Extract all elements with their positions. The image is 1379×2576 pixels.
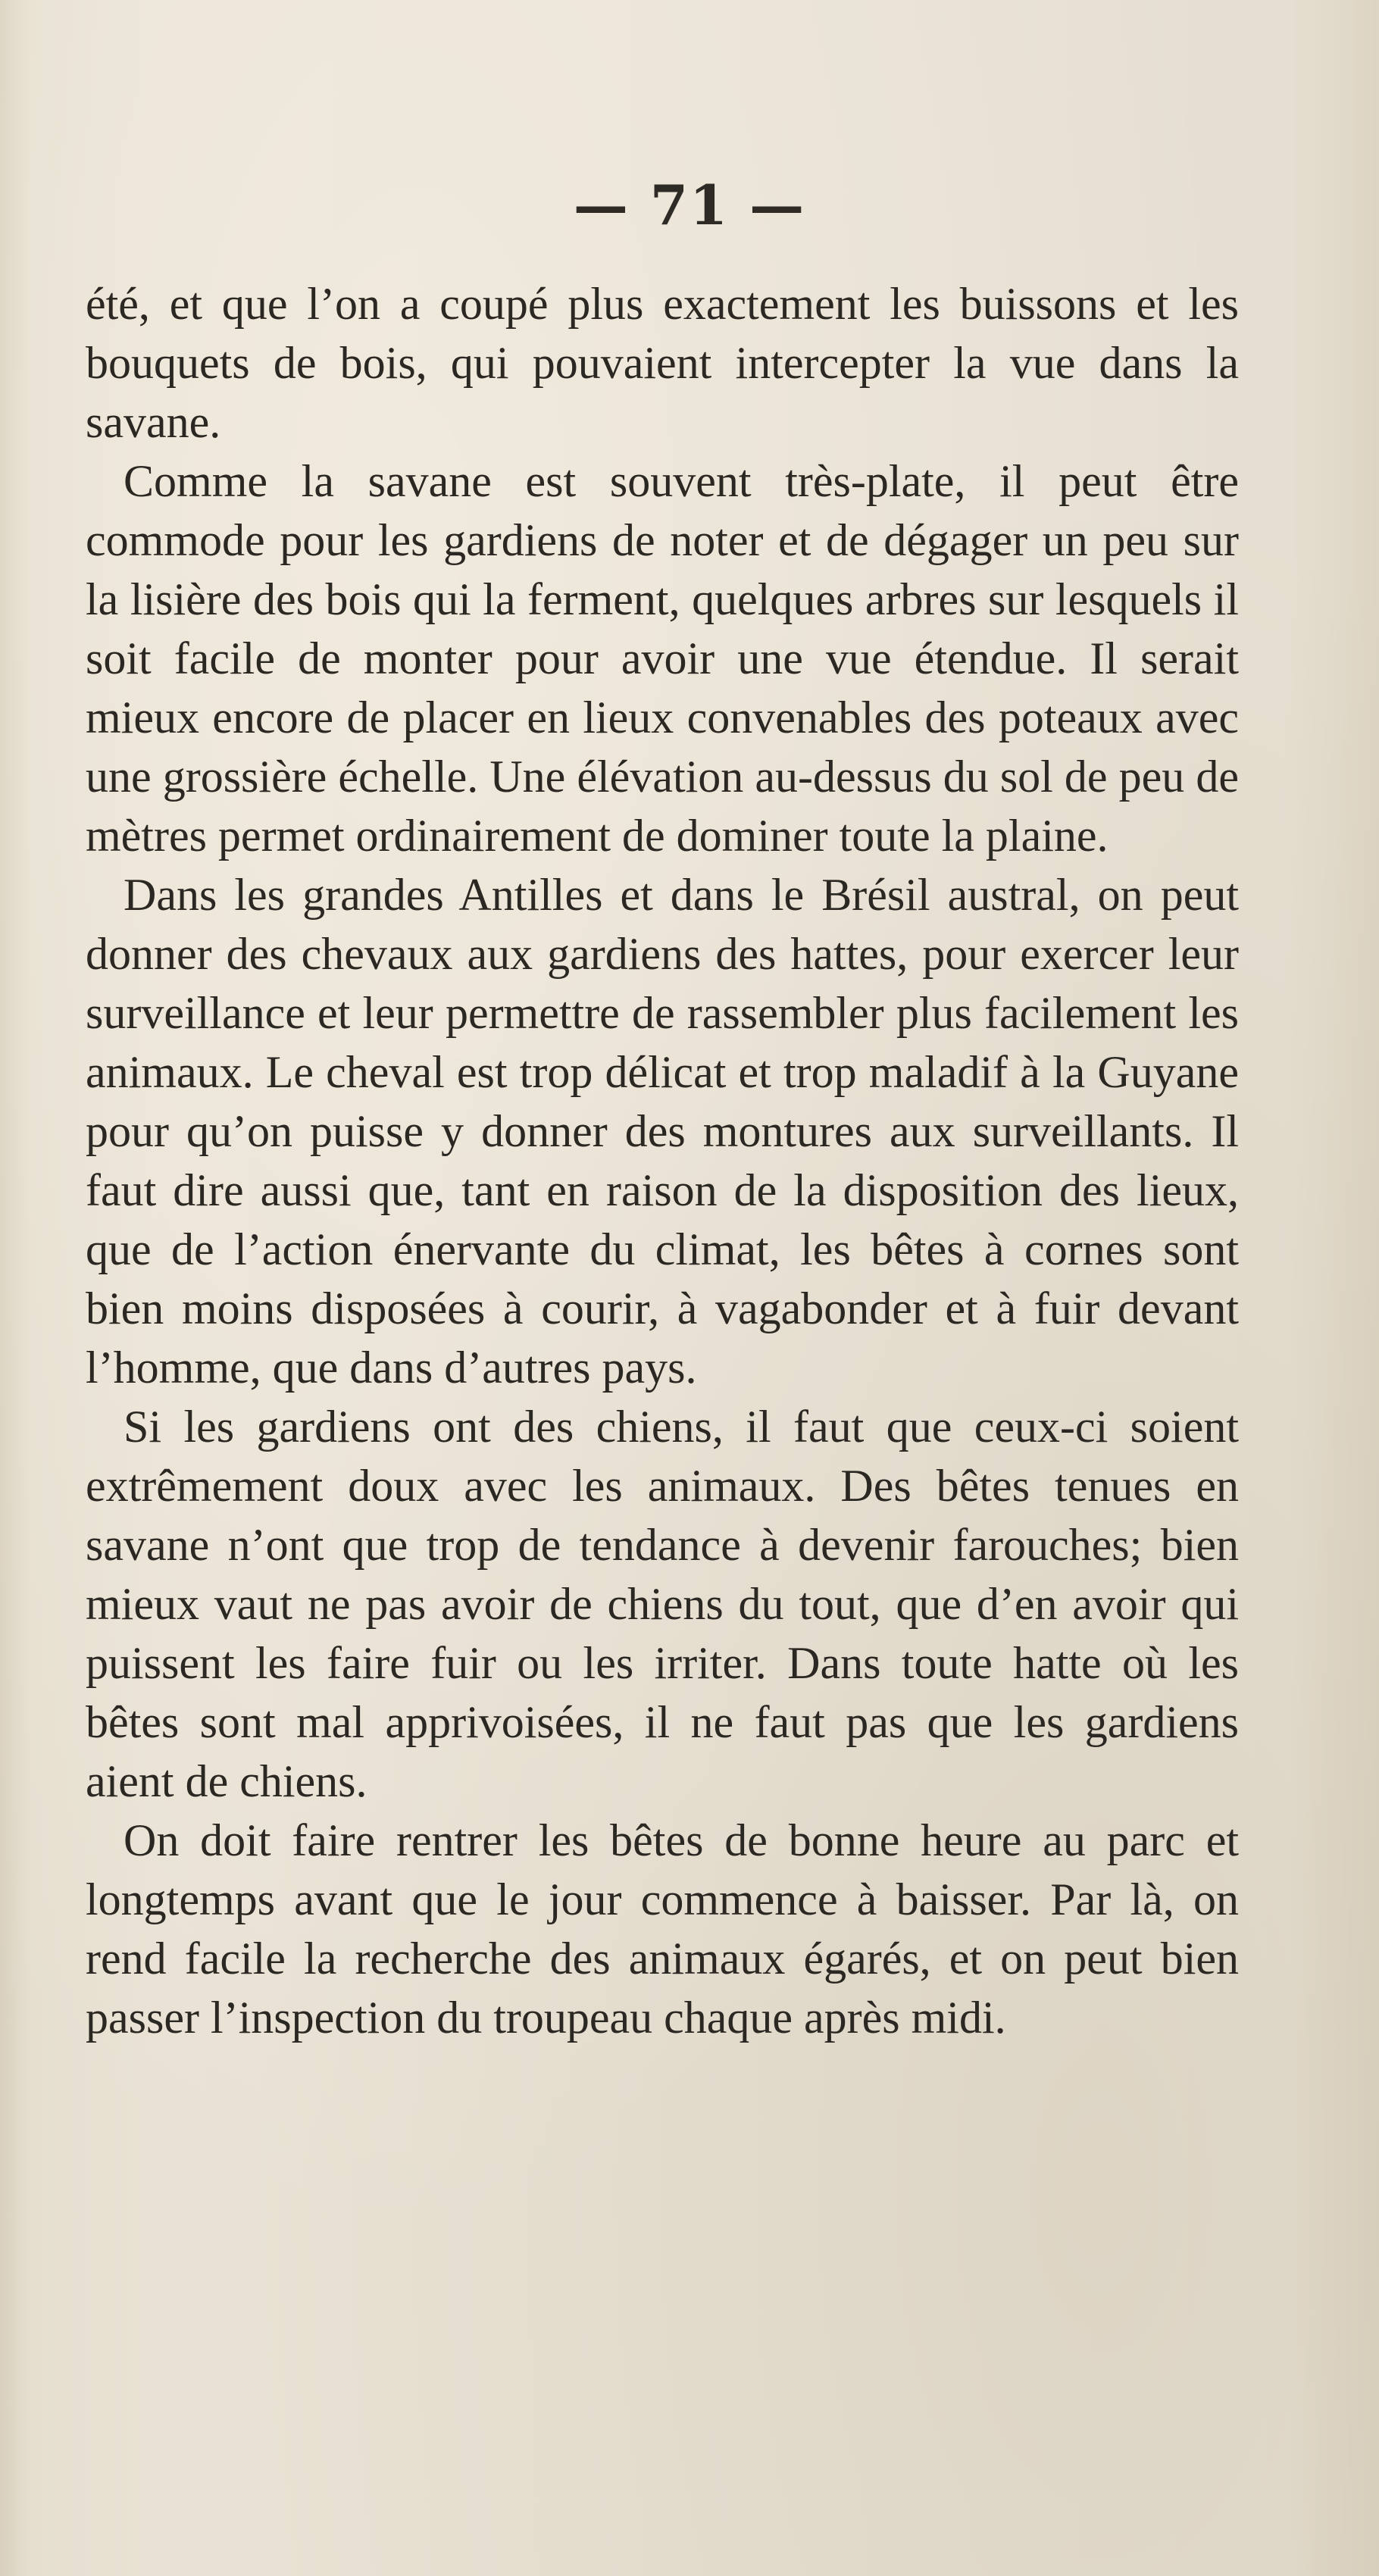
paragraph-continuation: été, et que l’on a coupé plus exactement les buissons et les bouquets de bois, qui pouvaient intercepter la vue dans la savane.	[86, 279, 1239, 447]
paragraph-dogs: Si les gardiens ont des chiens, il faut que ceux-ci soient extrêmement doux avec les animaux. Des bêtes tenues en savane n’ont que trop de tendance à devenir farouches; bien mieux vaut ne pas avoir de chiens du tout, que d’en avoir qui puissent les faire fuir ou les irriter. Dans toute hatte où les bêtes sont mal apprivoisées, il ne faut pas que les gardiens aient de chiens.	[86, 1402, 1239, 1806]
body-text	[86, 274, 1239, 2047]
page-number: — 71 —	[573, 173, 806, 237]
paragraph-savane-lookout: Comme la savane est souvent très-plate, il peut être commode pour les gardiens de noter et de dégager un peu sur la lisière des bois qui la ferment, quelques arbres sur lesquels il soit facile de monter pour avoir une vue étendue. Il serait mieux encore de placer en lieux convenables des poteaux avec une grossière échelle. Une élévation au-dessus du sol de peu de mètres permet ordinairement de dominer toute la plaine.	[86, 456, 1239, 861]
paragraph-horses: Dans les grandes Antilles et dans le Brésil austral, on peut donner des chevaux aux gardiens des hattes, pour exercer leur surveillance et leur permettre de rassembler plus facilement les animaux. Le cheval est trop délicat et trop maladif à la Guyane pour qu’on puisse y donner des montures aux surveillants. Il faut dire aussi que, tant en raison de la disposition des lieux, que de l’action énervante du climat, les bêtes à cornes sont bien moins disposées à courir, à vagabonder et à fuir devant l’homme, que dans d’autres pays.	[86, 870, 1239, 1393]
paragraph-return-to-park: On doit faire rentrer les bêtes de bonne heure au parc et longtemps avant que le jour commence à baisser. Par là, on rend facile la recherche des animaux égarés, et on peut bien passer l’inspection du troupeau chaque après midi.	[86, 1815, 1239, 2043]
